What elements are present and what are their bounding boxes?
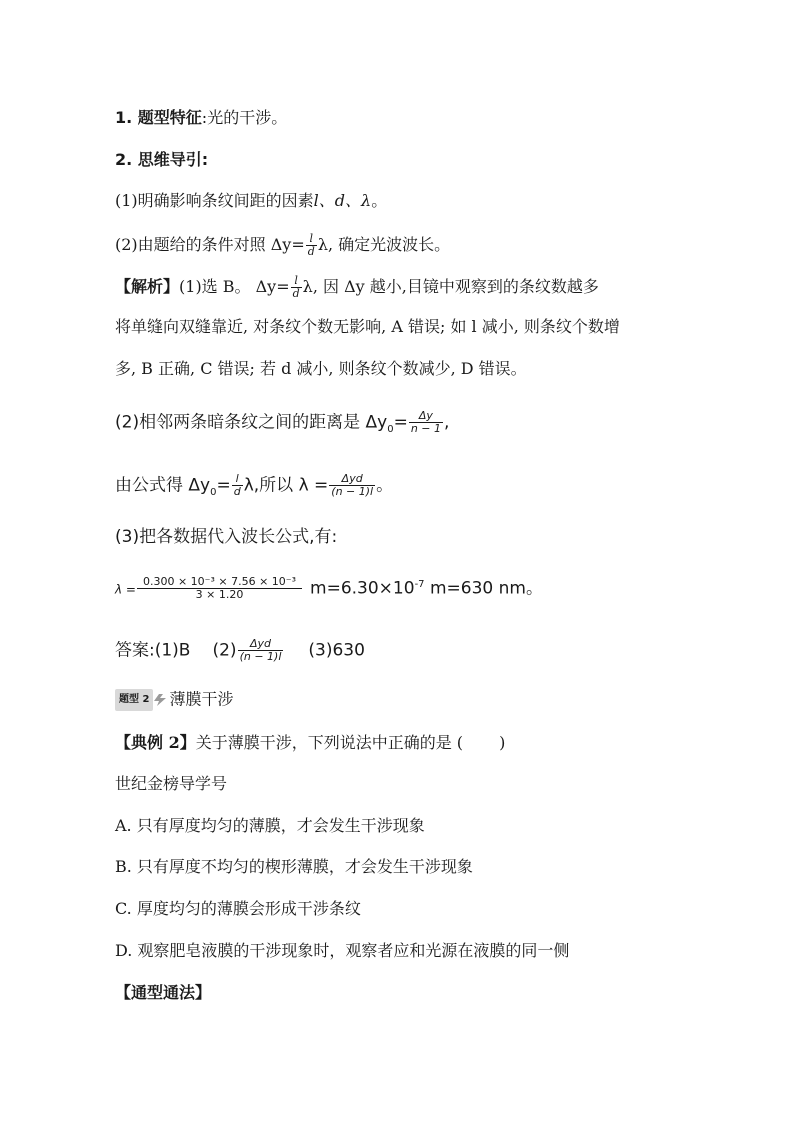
- section-heading: [115, 689, 233, 711]
- guide2-text: (2)由题给的条件对照 Δy=: [115, 235, 305, 254]
- p5-lambda: λ =: [115, 582, 136, 597]
- p2-fraction: [409, 410, 443, 435]
- option-d-text: D. 观察肥皂液膜的干涉现象时，观察者应和光源在液膜的同一侧: [115, 941, 570, 960]
- answer-2: (2): [212, 640, 237, 661]
- analysis-part-2: [115, 410, 449, 440]
- p3-fraction-2: [329, 473, 375, 498]
- guide-item-2: [115, 233, 450, 258]
- p3-frac1-den: d: [233, 485, 241, 498]
- p5-value-end: m=630 nm。: [424, 578, 543, 599]
- analysis-part-2b: [115, 473, 393, 503]
- p5-value: m=6.30×10: [310, 578, 415, 599]
- example-source: [115, 774, 227, 794]
- answer-3: (3)630: [308, 640, 365, 661]
- analysis-line-2: [115, 317, 620, 337]
- section-title: 薄膜干涉: [169, 689, 234, 709]
- option-b: [115, 857, 473, 877]
- guide-item-1: [115, 191, 387, 211]
- analysis-l1-fraction: [291, 275, 302, 300]
- p4-text: (3)把各数据代入波长公式,有:: [115, 527, 338, 547]
- answer-line: [115, 638, 365, 663]
- answer-1: 答案:(1)B: [115, 640, 191, 661]
- option-c: [115, 899, 361, 919]
- option-c-text: C. 厚度均匀的薄膜会形成干涉条纹: [115, 899, 361, 918]
- analysis-part-3: [115, 527, 337, 547]
- guide2-text-end: λ, 确定光波波长。: [317, 235, 451, 254]
- analysis-l1-a: (1)选 B。 Δy=: [179, 277, 290, 296]
- p3-text-b: λ,所以 λ =: [243, 475, 329, 496]
- guide1-vars: l、d、λ: [313, 191, 372, 210]
- p2-frac-num: Δy: [418, 409, 433, 422]
- analysis-l1-frac-den: d: [292, 287, 300, 300]
- p5-frac-den: 3 × 1.20: [137, 588, 302, 601]
- p2-frac-den: n − 1: [410, 422, 441, 435]
- guide1-end: 。: [371, 191, 388, 210]
- p3-end: 。: [376, 475, 394, 496]
- p3-text: 由公式得 Δy: [115, 475, 211, 496]
- p3-eq: =: [216, 475, 231, 496]
- answer-frac-den: (n − 1)l: [239, 650, 282, 663]
- guide2-frac-num: l: [309, 232, 314, 245]
- option-a: [115, 816, 425, 836]
- feature-text: :光的干涉。: [201, 108, 288, 127]
- guide-label: 2. 思维导引:: [115, 150, 209, 169]
- p3-fraction-1: [232, 473, 243, 498]
- analysis-line-3: [115, 359, 527, 379]
- analysis-formula: [115, 575, 543, 601]
- example-tag: 【典例 2】: [115, 733, 196, 752]
- option-d: [115, 941, 569, 961]
- example-source-text: 世纪金榜导学号: [115, 774, 228, 793]
- option-a-text: A. 只有厚度均匀的薄膜，才会发生干涉现象: [115, 816, 425, 835]
- guide-heading: [115, 150, 208, 170]
- p5-exponent: -7: [414, 579, 425, 590]
- lightning-icon: [153, 694, 167, 706]
- answer-fraction: [238, 638, 284, 663]
- p3-frac1-num: l: [235, 472, 239, 485]
- p2-end: ,: [444, 412, 450, 433]
- p2-eq: =: [393, 412, 408, 433]
- analysis-line-1: [115, 275, 599, 300]
- analysis-l3: 多, B 正确, C 错误; 若 d 减小, 则条纹个数减少, D 错误。: [115, 359, 527, 378]
- p3-frac2-den: (n − 1)l: [331, 485, 374, 498]
- guide2-fraction: [306, 233, 317, 258]
- guide1-text: (1)明确影响条纹间距的因素: [115, 191, 314, 210]
- guide2-frac-den: d: [307, 245, 315, 258]
- example-question-text: 关于薄膜干涉，下列说法中正确的是 (: [195, 733, 464, 752]
- example-question: [115, 733, 505, 753]
- p5-frac-num: 0.300 × 10⁻³ × 7.56 × 10⁻³: [142, 575, 297, 589]
- method-heading: [115, 983, 211, 1003]
- p2-text: (2)相邻两条暗条纹之间的距离是 Δy: [115, 412, 388, 433]
- example-question-end: ): [499, 733, 506, 752]
- answer-frac-num: Δyd: [249, 637, 271, 650]
- analysis-l1-b: λ, 因 Δy 越小,目镜中观察到的条纹数越多: [302, 277, 599, 296]
- section-tag: 题型 2: [115, 689, 153, 711]
- method-tag: 【通型通法】: [115, 983, 212, 1002]
- feature-label: 1. 题型特征: [115, 108, 202, 127]
- analysis-l2: 将单缝向双缝靠近, 对条纹个数无影响, A 错误; 如 l 减小, 则条纹个数增: [115, 317, 620, 336]
- p3-sub: 0: [210, 486, 217, 498]
- analysis-l1-frac-num: l: [294, 274, 298, 287]
- option-b-text: B. 只有厚度不均匀的楔形薄膜，才会发生干涉现象: [115, 857, 473, 876]
- p5-fraction: [137, 576, 302, 601]
- p2-sub: 0: [387, 423, 394, 435]
- analysis-tag: 【解析】: [115, 277, 180, 296]
- p3-frac2-num: Δyd: [341, 472, 363, 485]
- feature-line: [115, 108, 287, 128]
